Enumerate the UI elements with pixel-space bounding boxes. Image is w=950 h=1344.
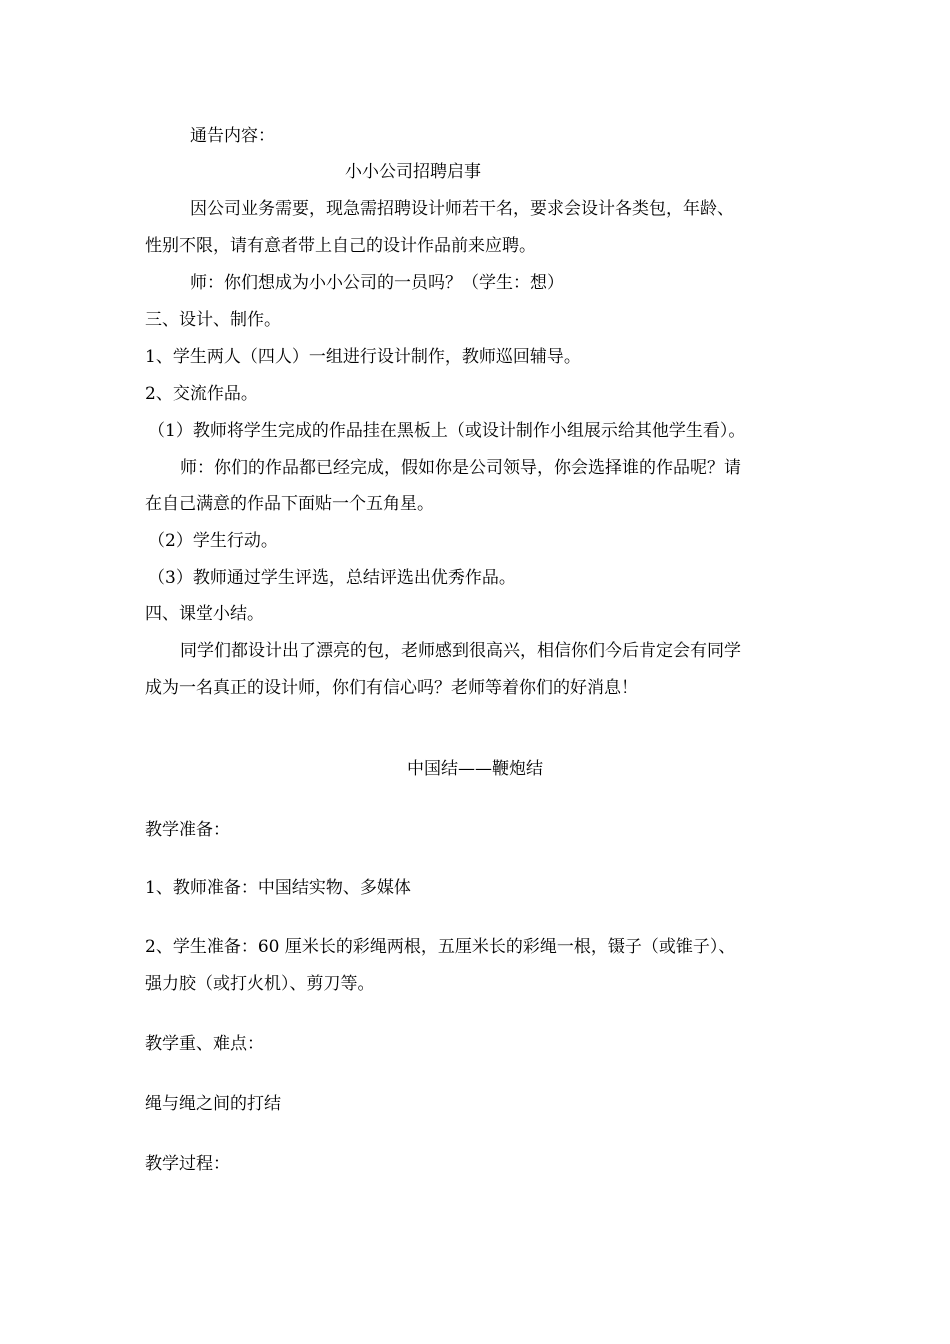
teacher-question: 师：你们想成为小小公司的一员吗？（学生：想） — [190, 273, 564, 293]
heading-process: 教学过程： — [145, 1154, 230, 1174]
step-2: 2、交流作品。 — [145, 384, 258, 404]
teacher-prompt-line-2: 在自己满意的作品下面贴一个五角星。 — [145, 494, 434, 514]
heading-preparation: 教学准备： — [145, 820, 230, 840]
teacher-preparation: 1、教师准备：中国结实物、多媒体 — [145, 878, 411, 898]
lesson-title: 中国结——鞭炮结 — [407, 759, 543, 779]
teacher-prompt-line-1: 师：你们的作品都已经完成，假如你是公司领导，你会选择谁的作品呢？请 — [180, 458, 741, 478]
summary-line-1: 同学们都设计出了漂亮的包，老师感到很高兴，相信你们今后肯定会有同学 — [180, 641, 741, 661]
student-preparation-line-2: 强力胶（或打火机）、剪刀等。 — [145, 974, 375, 994]
summary-line-2: 成为一名真正的设计师，你们有信心吗？老师等着你们的好消息！ — [145, 678, 638, 698]
section-heading-summary: 四、课堂小结。 — [145, 604, 264, 624]
notice-label: 通告内容： — [190, 126, 275, 146]
step-1: 1、学生两人（四人）一组进行设计制作，教师巡回辅导。 — [145, 347, 581, 367]
substep-2: （2）学生行动。 — [148, 531, 278, 551]
substep-1: （1）教师将学生完成的作品挂在黑板上（或设计制作小组展示给其他学生看）。 — [148, 421, 746, 441]
key-point-text: 绳与绳之间的打结 — [145, 1094, 281, 1114]
notice-title: 小小公司招聘启事 — [345, 162, 481, 182]
notice-body-line-1: 因公司业务需要，现急需招聘设计师若干名，要求会设计各类包，年龄、 — [190, 199, 734, 219]
notice-body-line-2: 性别不限，请有意者带上自己的设计作品前来应聘。 — [145, 236, 536, 256]
heading-key-points: 教学重、难点： — [145, 1034, 264, 1054]
student-preparation-line-1: 2、学生准备：60 厘米长的彩绳两根，五厘米长的彩绳一根，镊子（或锥子）、 — [145, 937, 736, 957]
substep-3: （3）教师通过学生评选，总结评选出优秀作品。 — [148, 568, 516, 588]
section-heading-design: 三、设计、制作。 — [145, 310, 281, 330]
